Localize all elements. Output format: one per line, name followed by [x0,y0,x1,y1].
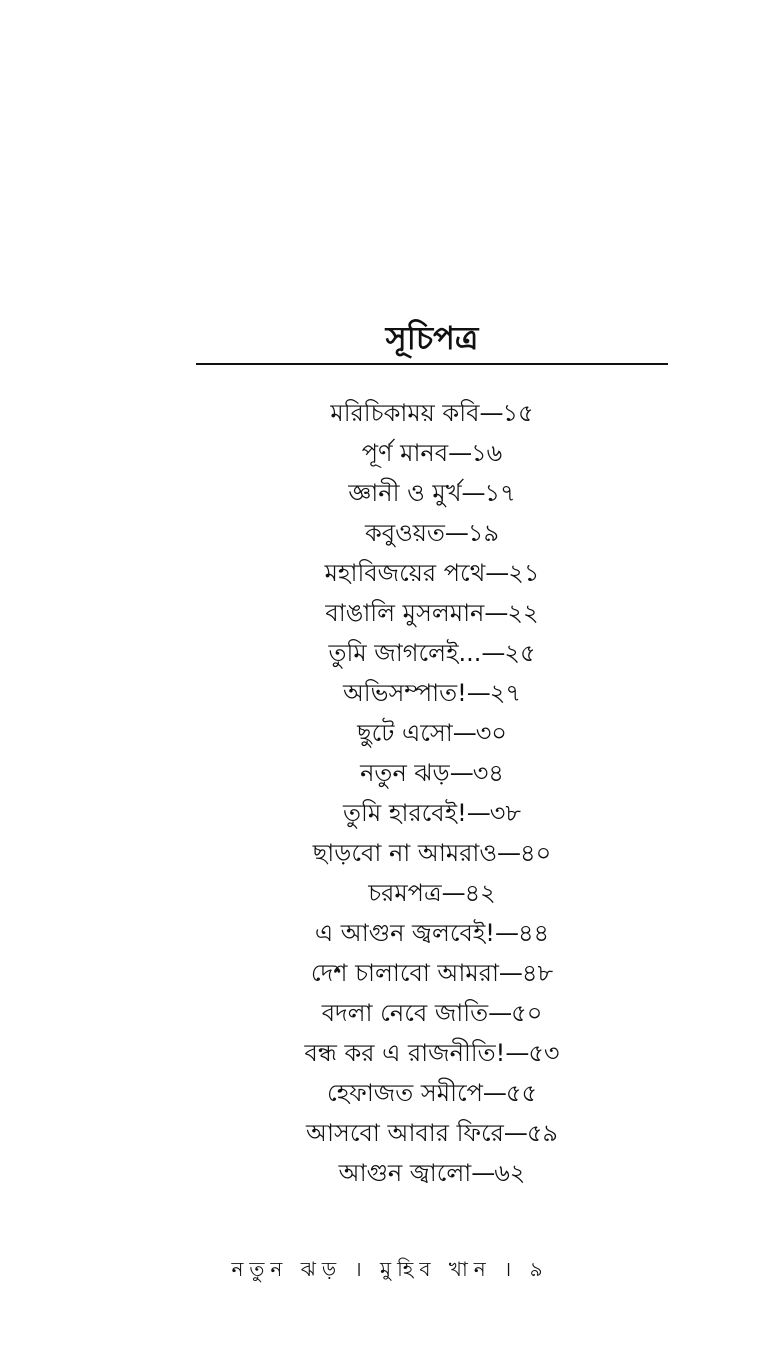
toc-entry-dash: — [482,1079,506,1107]
toc-entry-dash: — [461,479,485,507]
toc-entry-title: এ আগুন জ্বলবেই! [314,919,495,947]
toc-entry-dash: — [485,559,509,587]
toc-entry-page-number: ২৭ [489,679,521,707]
toc-entry-title: মহাবিজয়ের পথে [324,559,486,587]
toc-entry-title: বদলা নেবে জাতি [321,999,489,1027]
toc-entry-dash: — [466,679,490,707]
toc-entry-page-number: ৫৩ [528,1039,560,1067]
toc-entry-title: চরমপত্র [368,879,442,907]
toc-entry [196,1073,668,1113]
toc-entry-dash: — [503,1119,527,1147]
toc-entry-dash: — [479,399,503,427]
toc-entry-title: ছুটে এসো [357,719,453,747]
toc-entry [196,873,668,913]
toc-entry-page-number: ৫৫ [505,1079,538,1107]
toc-entry [196,753,668,793]
toc-entry [196,513,668,553]
toc-entry-title: পূর্ণ মানব [361,439,449,467]
toc-entry-dash: — [448,439,472,467]
toc-entry-title: জ্ঞানী ও মুর্খ [348,479,462,507]
toc-entry-title: তুমি জাগলেই... [328,639,482,667]
toc-entry [196,593,668,633]
toc-entry [196,473,668,513]
toc-entry [196,833,668,873]
toc-entry-dash: — [444,519,468,547]
toc-entry-page-number: ৩৪ [472,759,504,787]
toc-entry-page-number: ৫৯ [526,1119,558,1147]
toc-entry [196,993,668,1033]
toc-entry-dash: — [452,719,476,747]
toc-entry-page-number: ৪২ [464,879,496,907]
toc-entry-dash: — [505,1039,529,1067]
toc-entry-page-number: ২২ [507,599,539,627]
toc-entry-title: আগুন জ্বালো [338,1159,472,1187]
toc-entry-title: তুমি হারবেই! [343,799,467,827]
toc-entry [196,953,668,993]
toc-entry-page-number: ২৫ [504,639,536,667]
toc-entry-title: অভিসম্পাত! [342,679,467,707]
toc-entry-page-number: ২১ [508,559,540,587]
toc-entry-page-number: ১৯ [467,519,500,547]
toc-entry-title: কবুওয়ত [364,519,445,547]
toc-entry [196,633,668,673]
toc-entry [196,393,668,433]
toc-entry-dash: — [441,879,465,907]
toc-entry-dash: — [449,759,473,787]
toc-entry-page-number: ৩০ [475,719,507,747]
toc-entry-dash: — [498,959,522,987]
toc-entry-page-number: ৫০ [511,999,543,1027]
toc-entry [196,1033,668,1073]
toc-entry-page-number: ৪০ [520,839,552,867]
toc-entry-title: মরিচিকাময় কবি [330,399,480,427]
toc-entry-page-number: ১৭ [484,479,516,507]
toc-entry-dash: — [466,799,490,827]
toc-entry-title: হেফাজত সমীপে [326,1079,483,1107]
toc-entry [196,713,668,753]
toc-entry-title: ছাড়বো না আমরাও [312,839,498,867]
toc-entry-dash: — [497,839,521,867]
toc-entry-page-number: ৩৮ [489,799,521,827]
toc-entry-dash: — [488,999,512,1027]
toc-entry-title: বন্ধ কর এ রাজনীতি! [304,1039,506,1067]
toc-entry-page-number: ৪৮ [521,959,554,987]
table-of-contents [196,393,668,1193]
toc-entry-title: আসবো আবার ফিরে [306,1119,504,1147]
footer-author: মুহিব খান [379,1257,492,1281]
toc-entry [196,553,668,593]
toc-entry [196,1113,668,1153]
toc-entry [196,793,668,833]
title-rule [196,363,668,365]
toc-entry-title: দেশ চালাবো আমরা [310,959,499,987]
page-title: সূচিপত্র [385,319,479,357]
page-footer [0,1254,780,1284]
toc-entry-page-number: ৬২ [494,1159,526,1187]
toc-entry [196,1153,668,1193]
toc-entry [196,913,668,953]
toc-entry-page-number: ১৫ [502,399,534,427]
toc-entry-page-number: ৪৪ [517,919,550,947]
footer-book-title: নতুন ঝড় [231,1257,343,1281]
footer-divider: । [504,1257,518,1281]
toc-entry-dash: — [471,1159,495,1187]
toc-entry [196,433,668,473]
toc-entry-title: বাঙালি মুসলমান [325,599,485,627]
toc-entry-title: নতুন ঝড় [360,759,450,787]
toc-entry-dash: — [481,639,505,667]
footer-page-number: ৯ [529,1257,549,1281]
footer-divider: । [354,1257,368,1281]
toc-entry-page-number: ১৬ [471,439,503,467]
toc-entry-dash: — [484,599,508,627]
toc-entry-dash: — [494,919,518,947]
toc-entry [196,673,668,713]
